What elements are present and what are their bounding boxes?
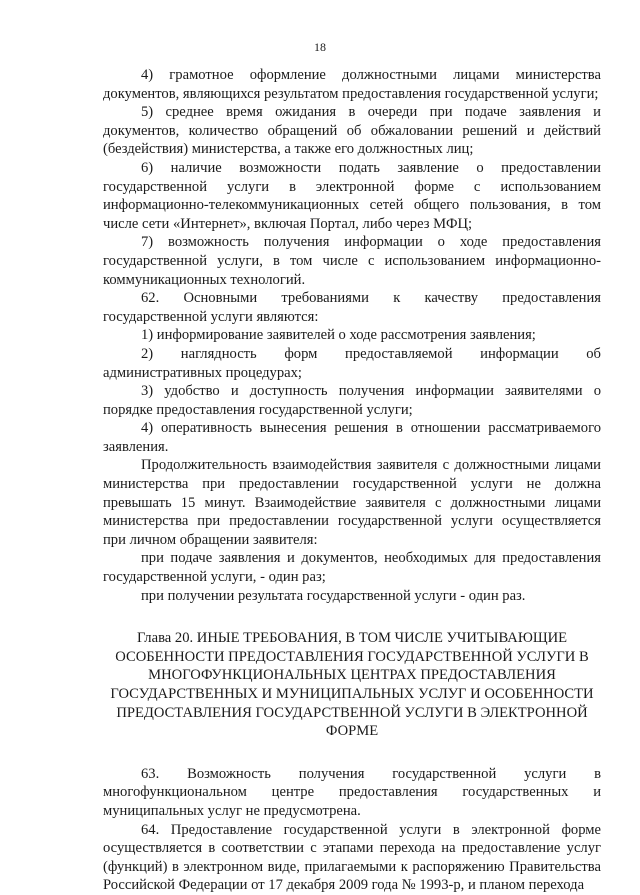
paragraph: 2) наглядность форм предоставляемой информации об административных процедурах;	[103, 345, 601, 381]
paragraph: 4) оперативность вынесения решения в отношении рассматриваемого заявления.	[103, 420, 601, 455]
paragraph: 4) грамотное оформление должностными лицами министерства документов, являющихся результатом предоставления государственной услуги;	[103, 67, 601, 102]
paragraph: Продолжительность взаимодействия заявителя с должностными лицами министерства при предоставлении государственной услуги не должна превышать 15 минут. Взаимодействие заявителя с должностными лицами министерства при предоставлении государственной услуги осуществляется при личном обращении заявителя:	[103, 457, 601, 548]
paragraph: 3) удобство и доступность получения информации заявителями о порядке предоставления государственной услуги;	[103, 383, 601, 418]
paragraph: 5) среднее время ожидания в очереди при подаче заявления и документов, количество обращений об обжаловании решений и действий (бездействия) министерства, а также его должностных лиц;	[103, 104, 601, 158]
paragraph: 63. Возможность получения государственной услуги в многофункциональном центре предоставления государственных и муниципальных услуг не предусмотрена.	[103, 765, 601, 819]
paragraph: 1) информирование заявителей о ходе рассмотрения заявления;	[141, 327, 536, 344]
paragraph: при получении результата государственной услуги - один раз.	[141, 587, 526, 604]
paragraph: 64. Предоставление государственной услуги в электронной форме осуществляется в соответствии с этапами перехода на предоставление услуг (функций) в электронном виде, прилагаемыми к распоряжению Правительства Российской Федерации от 17 декабря 2009 года № 1993-р, и планом перехода	[103, 821, 601, 894]
page-number: 18	[314, 40, 326, 54]
paragraph: при подаче заявления и документов, необходимых для предоставления государственной услуги, - один раз;	[103, 550, 601, 586]
paragraph: 7) возможность получения информации о ходе предоставления государственной услуги, в том числе с использованием информационно-коммуникационных технологий.	[103, 234, 601, 288]
document-body	[103, 66, 601, 895]
paragraph: 6) наличие возможности подать заявление о предоставлении государственной услуги в электронной форме с использованием информационно-телекоммуникационных сетей общего пользования, в том числе сети «Интернет», включая Портал, либо через МФЦ;	[103, 159, 601, 232]
paragraph: 62. Основными требованиями к качеству предоставления государственной услуги являются:	[103, 290, 601, 325]
chapter-heading: Глава 20. ИНЫЕ ТРЕБОВАНИЯ, В ТОМ ЧИСЛЕ УЧИТЫВАЮЩИЕ ОСОБЕННОСТИ ПРЕДОСТАВЛЕНИЯ ГОСУДАРСТВЕННОЙ УСЛУГИ В МНОГОФУНКЦИОНАЛЬНЫХ ЦЕНТРАХ ПРЕДОСТАВЛЕНИЯ ГОСУДАРСТВЕННЫХ И МУНИЦИПАЛЬНЫХ УСЛУГ И ОСОБЕННОСТИ ПРЕДОСТАВЛЕНИЯ ГОСУДАРСТВЕННОЙ УСЛУГИ В ЭЛЕКТРОННОЙ ФОРМЕ	[110, 630, 594, 740]
